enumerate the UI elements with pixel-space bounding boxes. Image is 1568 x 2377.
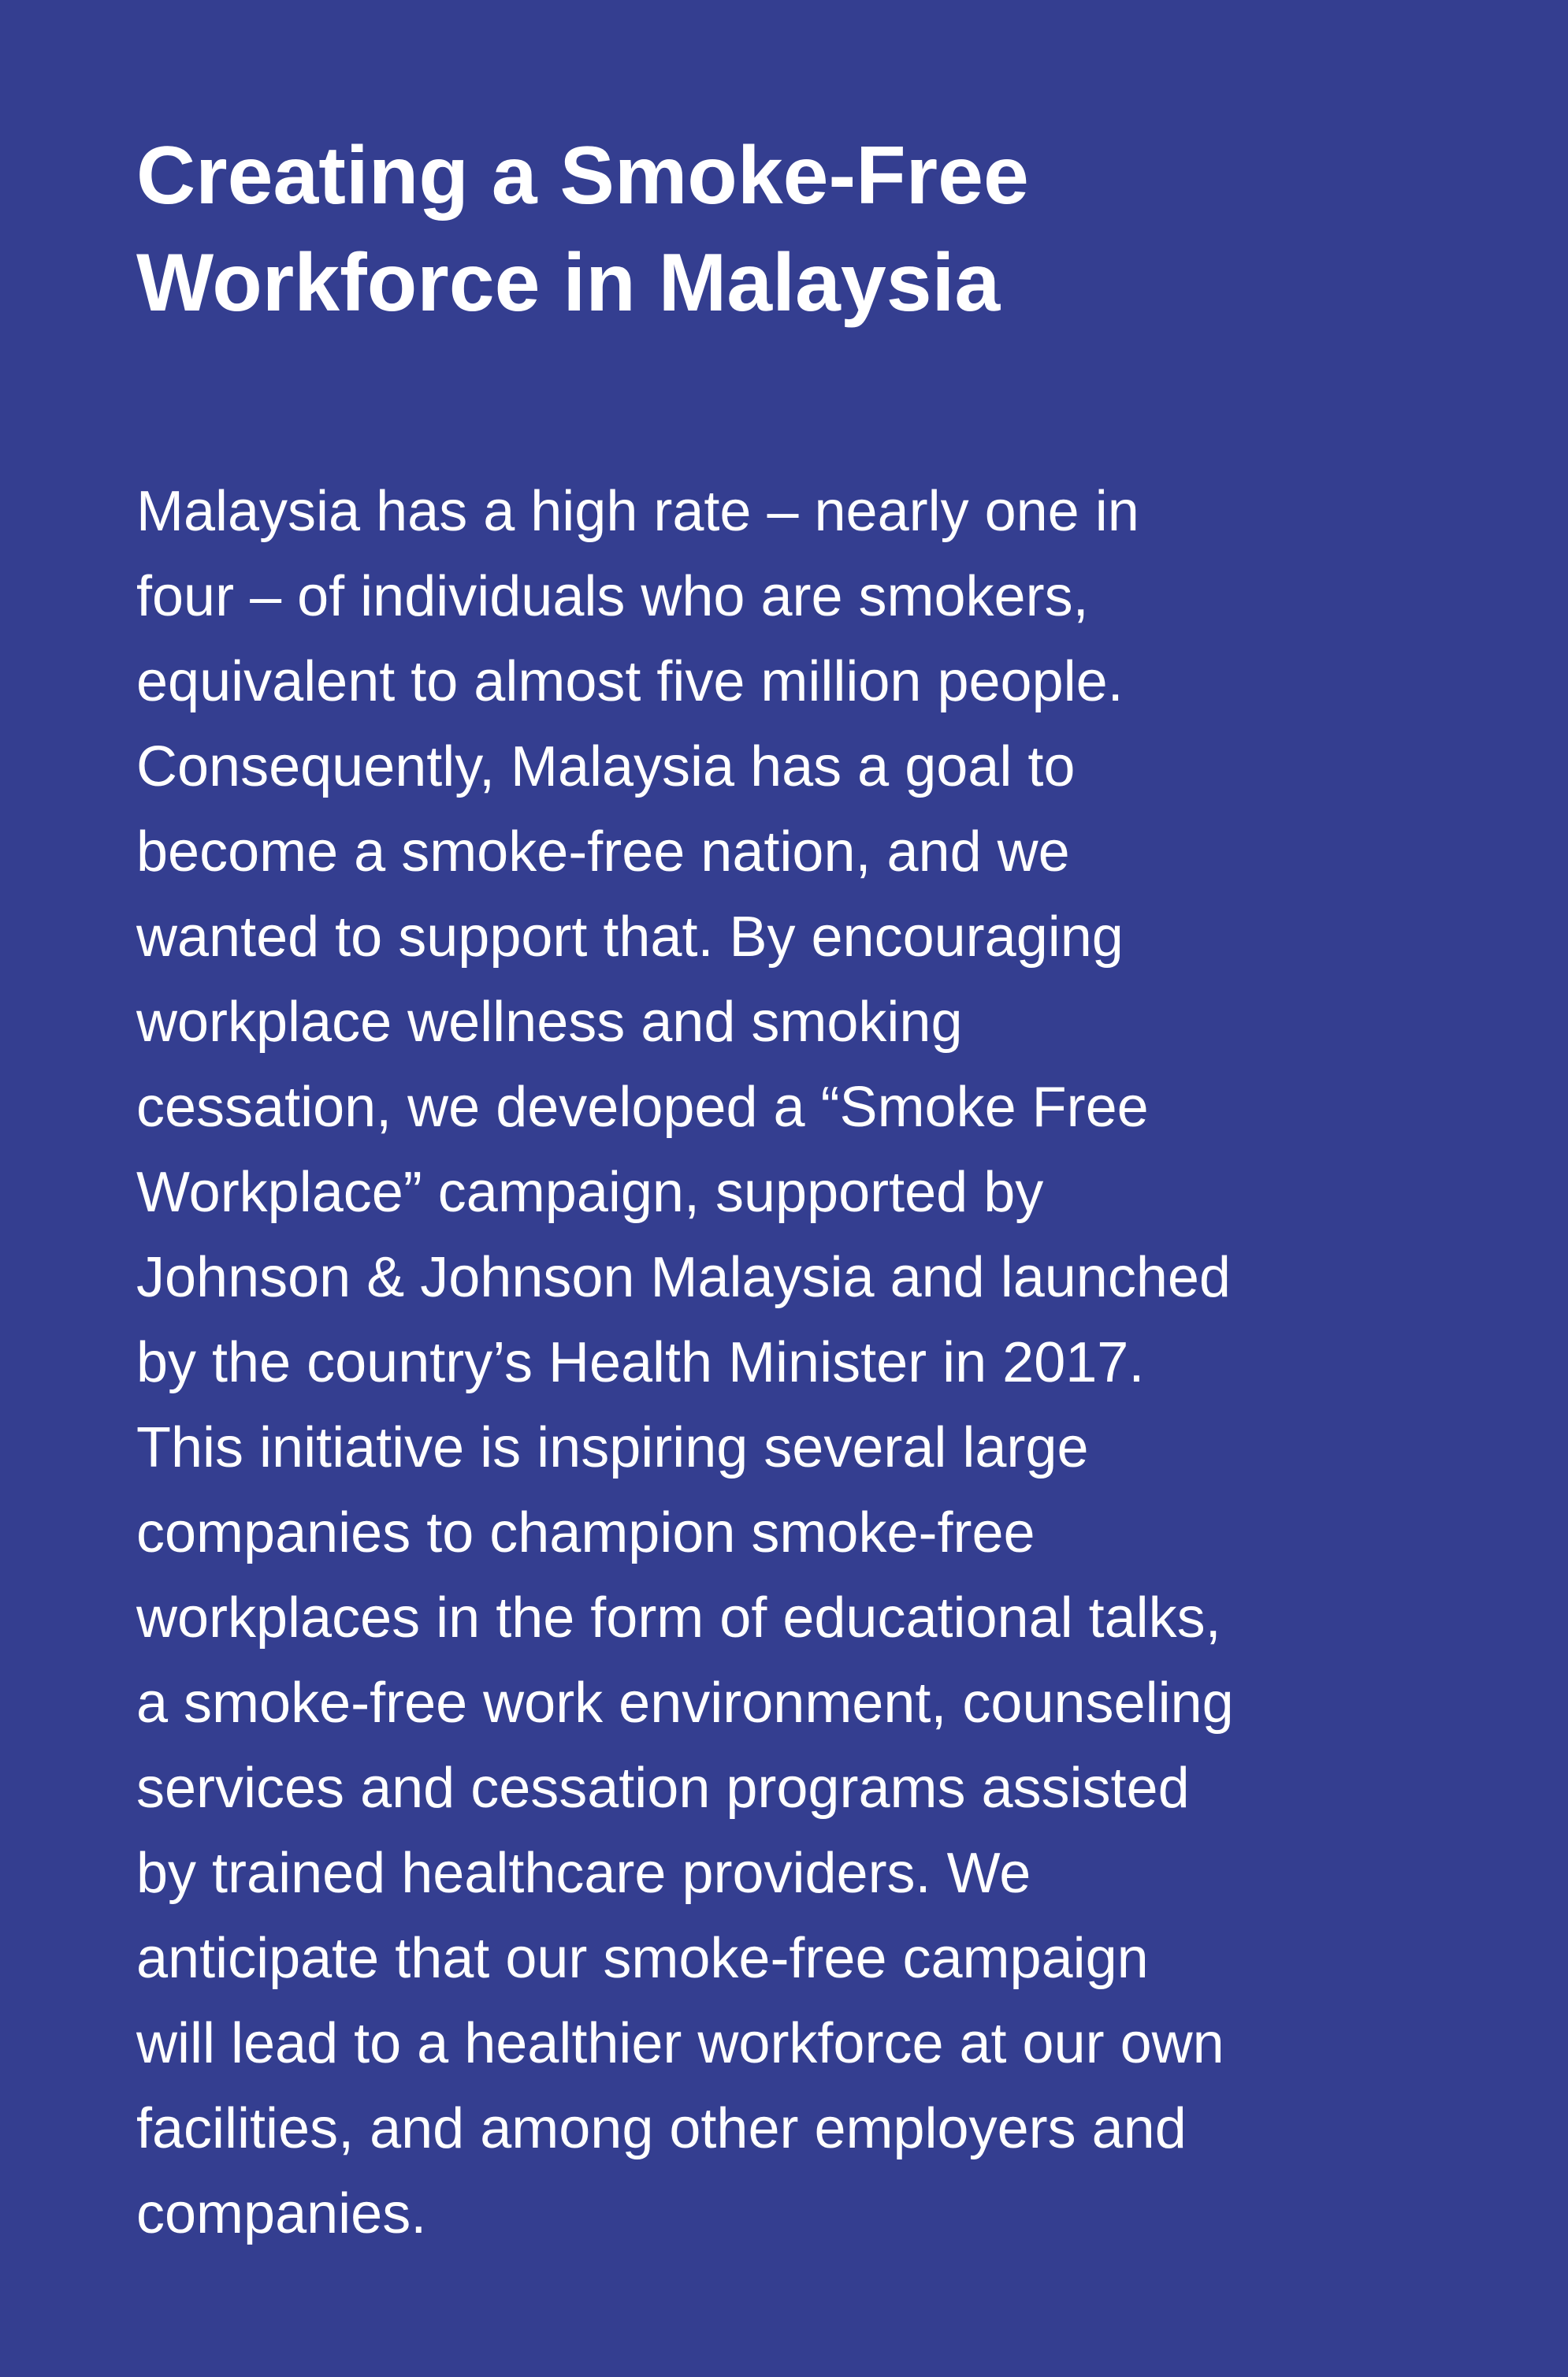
body-paragraph [136,469,1523,2256]
body-line: four – of individuals who are smokers, [136,565,1089,628]
title-line: Creating a Smoke-Free [136,130,1029,221]
body-line: Malaysia has a high rate – nearly one in [136,480,1139,543]
body-line: companies. [136,2182,427,2245]
body-line: services and cessation programs assisted [136,1757,1190,1820]
page-title [136,122,1476,337]
body-line: by trained healthcare providers. We [136,1842,1031,1905]
body-line: equivalent to almost five million people. [136,650,1124,713]
body-line: Workplace” campaign, supported by [136,1161,1044,1224]
body-line: facilities, and among other employers and [136,2097,1187,2160]
body-line: by the country’s Health Minister in 2017. [136,1331,1145,1394]
body-line: This initiative is inspiring several large [136,1416,1089,1479]
title-line: Workforce in Malaysia [136,237,1001,329]
body-line: workplace wellness and smoking [136,991,963,1054]
body-line: become a smoke-free nation, and we [136,820,1070,883]
body-line: cessation, we developed a “Smoke Free [136,1076,1149,1139]
body-line: will lead to a healthier workforce at our own [136,2012,1224,2075]
body-line: Consequently, Malaysia has a goal to [136,735,1076,798]
body-line: Johnson & Johnson Malaysia and launched [136,1246,1231,1309]
body-line: a smoke-free work environment, counseling [136,1672,1234,1735]
body-line: wanted to support that. By encouraging [136,906,1124,969]
body-line: anticipate that our smoke-free campaign [136,1927,1149,1990]
body-line: companies to champion smoke-free [136,1501,1035,1564]
body-line: workplaces in the form of educational talks, [136,1587,1221,1650]
